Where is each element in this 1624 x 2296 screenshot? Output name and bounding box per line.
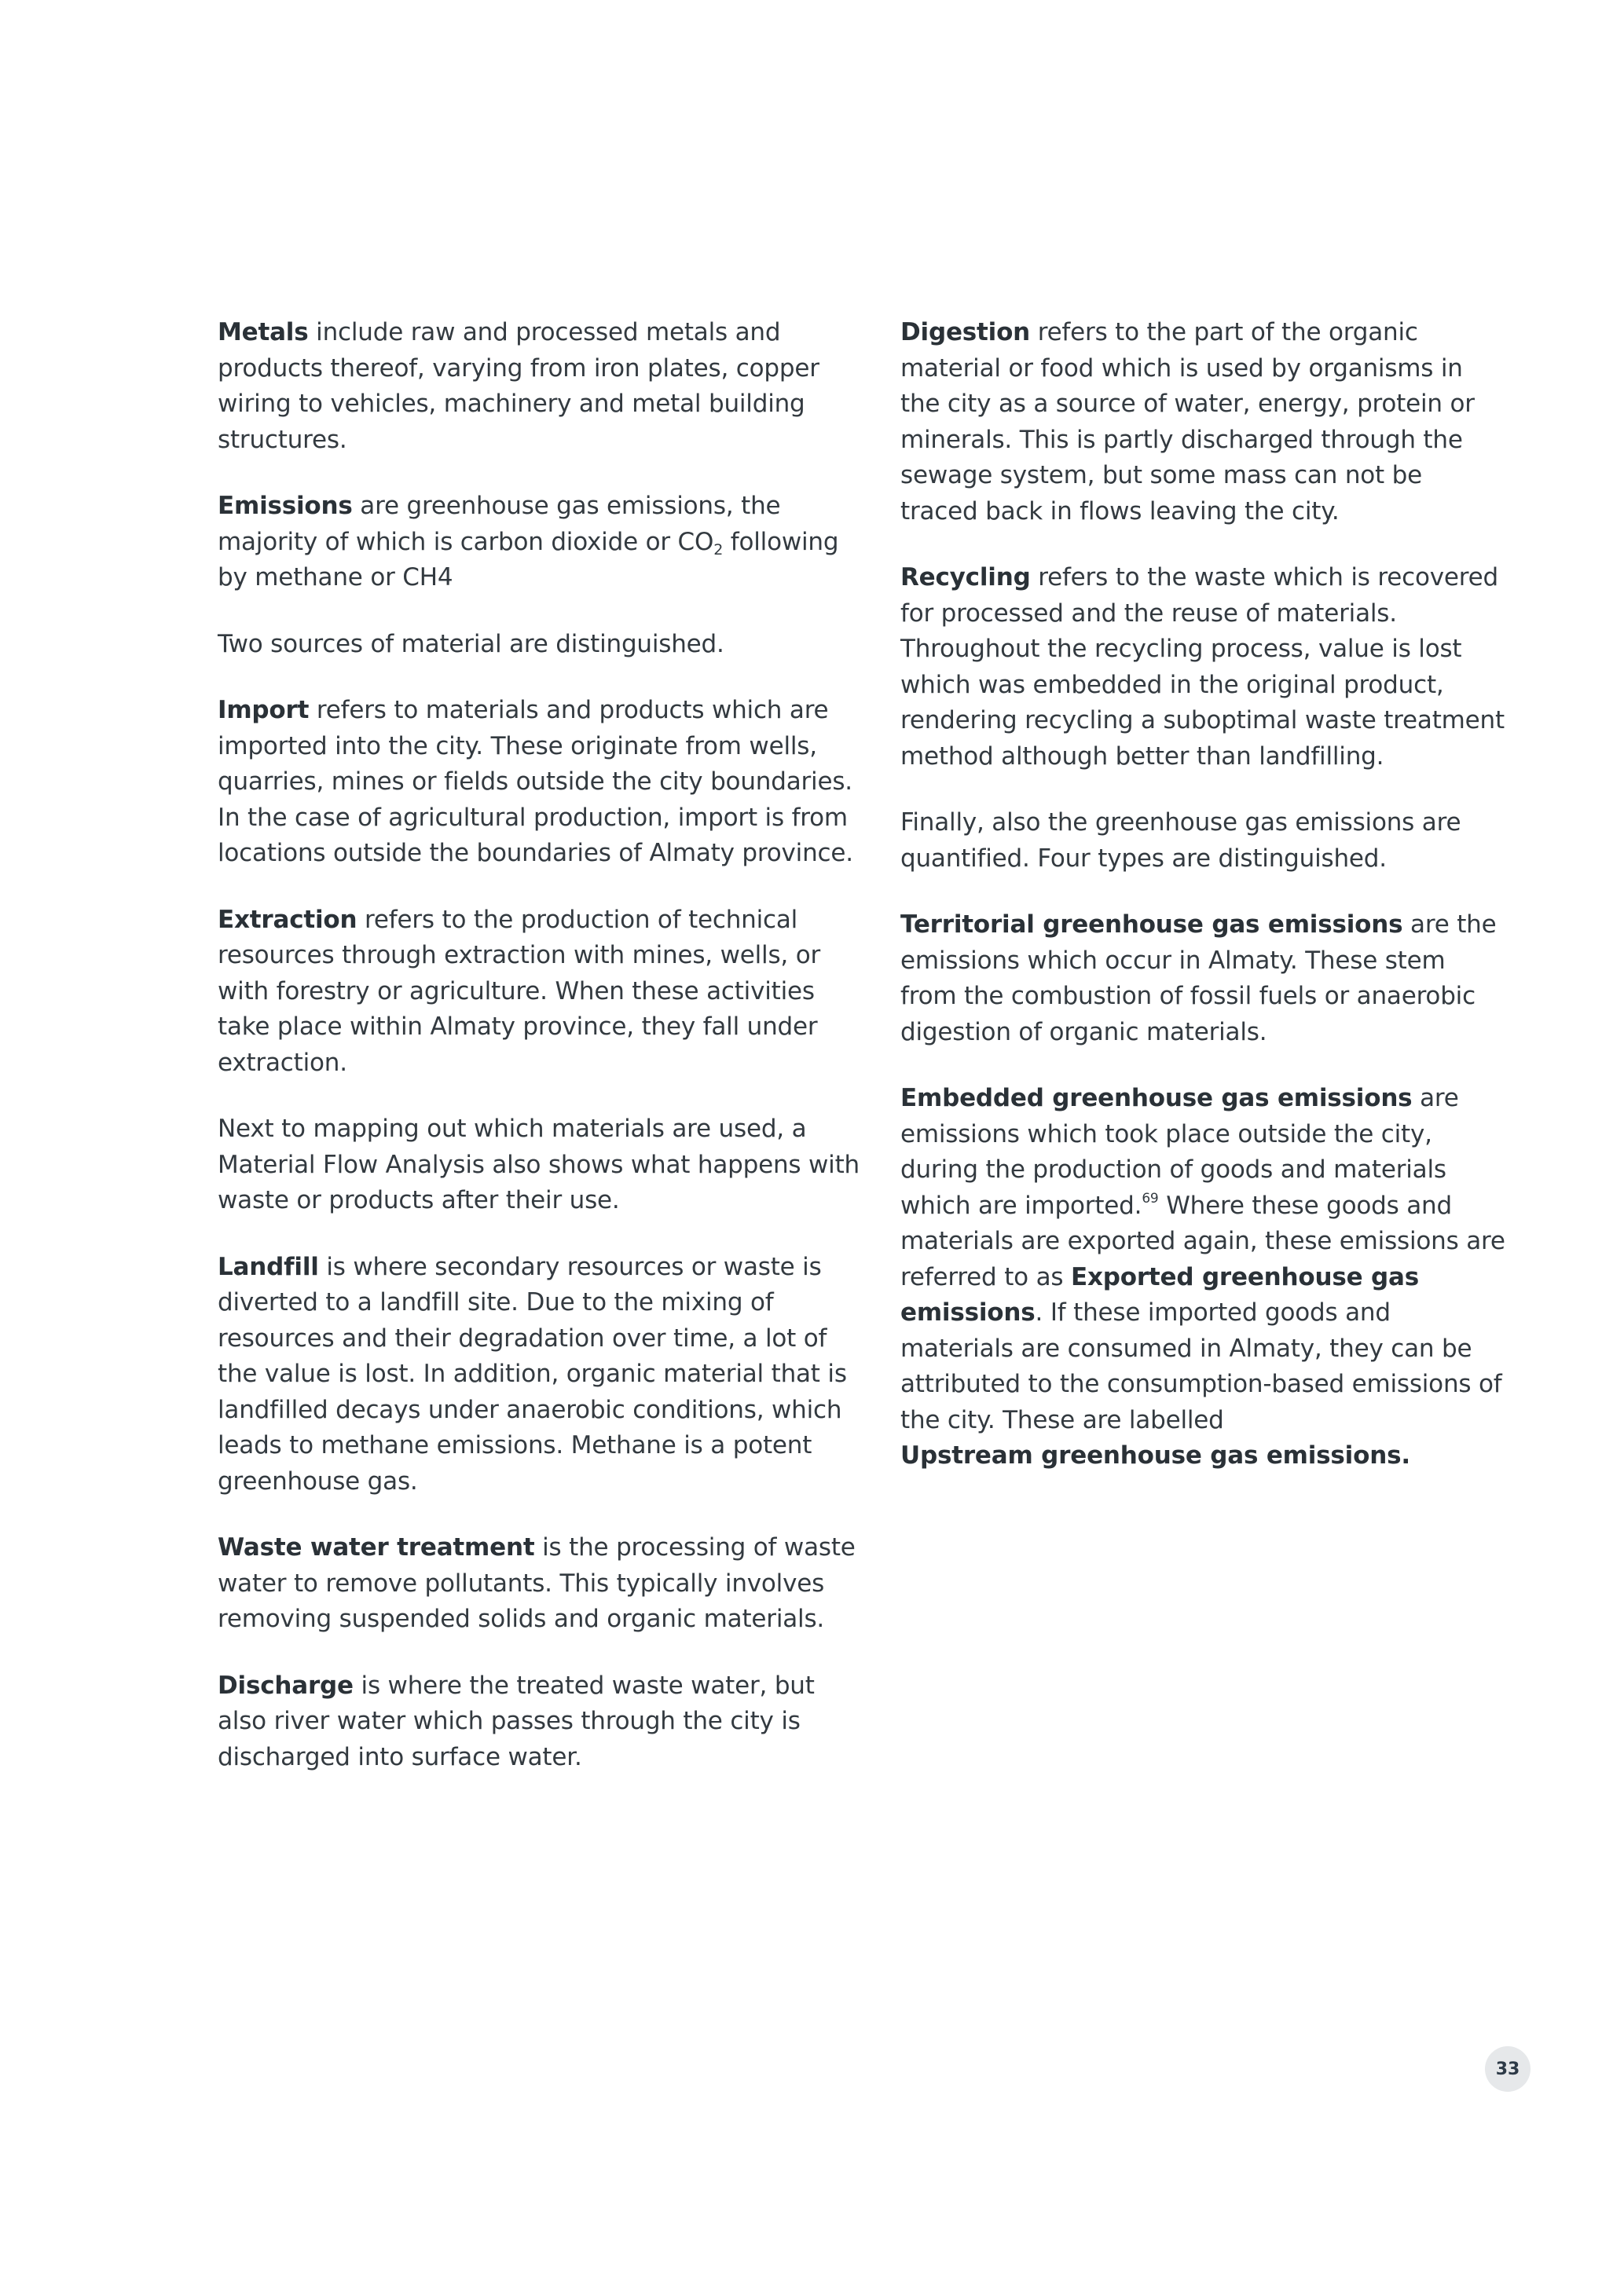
paragraph-recycling — [900, 560, 1505, 774]
paragraph-metals — [218, 315, 870, 458]
text-territorial: are the emissions which occur in Almaty. These stem from the combustion of fossil fuels or anaerobic digestion of organic materials. — [900, 910, 1497, 1046]
page-number: 33 — [1495, 2059, 1520, 2079]
paragraph-discharge — [218, 1668, 870, 1776]
paragraph-waste-water — [218, 1530, 870, 1638]
page-number-badge — [1485, 2046, 1531, 2092]
paragraph-digestion — [900, 315, 1505, 529]
term-waste-water: Waste water treatment — [218, 1533, 535, 1562]
paragraph-finally: Finally, also the greenhouse gas emissions are quantified. Four types are distinguished. — [900, 808, 1461, 873]
text-recycling: refers to the waste which is recovered for processed and the reuse of materials. Throughout the recycling process, value is lost which was embedded in the original product, rendering recycling a suboptimal waste treatment method although better than landfilling. — [900, 563, 1505, 771]
term-metals: Metals — [218, 318, 309, 346]
text-embedded-2: Where these goods and materials are exported again, these emissions are referred to as — [900, 1191, 1505, 1291]
footnote-reference[interactable]: 69 — [1142, 1190, 1159, 1207]
text-emissions-end: following by methane or CH4 — [218, 527, 839, 591]
term-import: Import — [218, 696, 310, 724]
subscript-2: 2 — [713, 540, 724, 558]
term-territorial: Territorial greenhouse gas emissions — [900, 910, 1403, 939]
paragraph-emissions — [218, 489, 870, 596]
text-digestion: refers to the part of the organic material or food which is used by organisms in the city as a source of water, energy, protein or minerals. This is partly discharged through the sewage system, but some mass can not be traced back in flows leaving the city. — [900, 318, 1475, 525]
term-landfill: Landfill — [218, 1252, 319, 1281]
paragraph-territorial — [900, 907, 1505, 1050]
term-discharge: Discharge — [218, 1671, 354, 1700]
term-recycling: Recycling — [900, 563, 1031, 591]
term-upstream: Upstream greenhouse gas emissions. — [900, 1441, 1410, 1470]
text-embedded-3: . If these imported goods and materials are consumed in Almaty, they can be attributed to the consumption-based emissions of the city. These are labelled — [900, 1298, 1502, 1434]
text-waste-water: is the processing of waste water to remove pollutants. This typically involves removing suspended solids and organic materials. — [218, 1533, 856, 1633]
paragraph-landfill — [218, 1250, 870, 1500]
text-metals: include raw and processed metals and products thereof, varying from iron plates, copper wiring to vehicles, machinery and metal building structures. — [218, 318, 819, 454]
text-extraction: refers to the production of technical resources through extraction with mines, wells, or with forestry or agriculture. When these activities take place within Almaty province, they fall under extraction. — [218, 905, 821, 1077]
right-column — [900, 315, 1505, 1505]
left-column — [218, 315, 870, 1806]
term-embedded: Embedded greenhouse gas emissions — [900, 1084, 1413, 1112]
paragraph-embedded — [900, 1081, 1505, 1474]
text-emissions: are greenhouse gas emissions, the majority of which is carbon dioxide or CO — [218, 492, 781, 556]
text-landfill: is where secondary resources or waste is diverted to a landfill site. Due to the mixing of resources and their degradation over time, a lot of the value is lost. In addition, organic material that is landfilled decays under anaerobic conditions, which leads to methane emissions. Methane is a potent greenhouse gas. — [218, 1252, 847, 1496]
term-digestion: Digestion — [900, 318, 1031, 346]
paragraph-extraction — [218, 903, 870, 1082]
paragraph-import — [218, 693, 870, 872]
term-emissions: Emissions — [218, 492, 353, 520]
term-extraction: Extraction — [218, 905, 357, 934]
term-exported: Exported greenhouse gas emissions — [900, 1262, 1420, 1327]
text-import: refers to materials and products which are imported into the city. These originate from wells, quarries, mines or fields outside the city boundaries. In the case of agricultural production, import is from locations outside the boundaries of Almaty province. — [218, 696, 853, 867]
text-embedded-1: are emissions which took place outside the city, during the production of goods and materials which are imported. — [900, 1084, 1459, 1220]
paragraph-two-sources: Two sources of material are distinguished. — [218, 629, 724, 658]
text-discharge: is where the treated waste water, but also river water which passes through the city is discharged into surface water. — [218, 1671, 815, 1771]
paragraph-next-mapping: Next to mapping out which materials are used, a Material Flow Analysis also shows what happens with waste or products after their use. — [218, 1115, 860, 1214]
